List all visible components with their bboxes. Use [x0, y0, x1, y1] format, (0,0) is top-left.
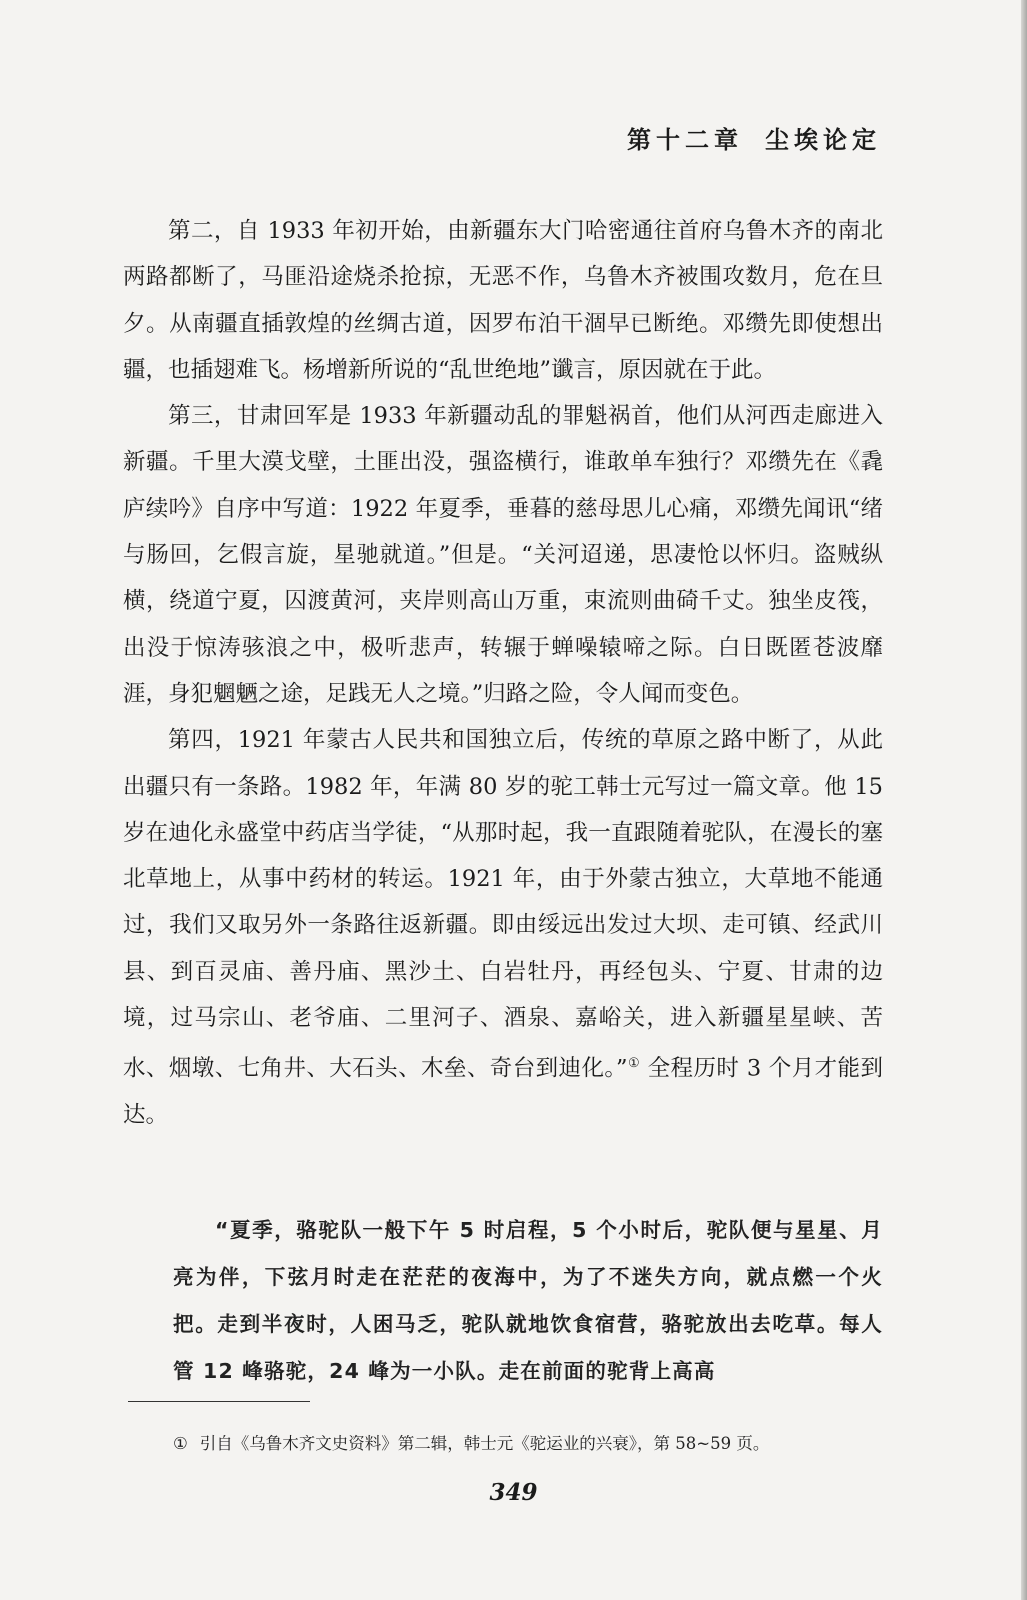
paragraph-second: 第二，自 1933 年初开始，由新疆东大门哈密通往首府乌鲁木齐的南北两路都断了，马匪沿途烧杀抢掠，无恶不作，乌鲁木齐被围攻数月，危在旦夕。从南疆直插敦煌的丝绸古道，因罗布泊干涸早已断绝。邓缵先即使想出疆，也插翅难飞。杨增新所说的“乱世绝地”谶言，原因就在于此。: [123, 218, 883, 383]
page-number: 349: [489, 1479, 538, 1506]
footnote-divider: [128, 1401, 310, 1402]
footnote-reference[interactable]: ①: [627, 1056, 641, 1072]
paragraph-third: 第三，甘肃回军是 1933 年新疆动乱的罪魁祸首，他们从河西走廊进入新疆。千里大漠戈壁，土匪出没，强盗横行，谁敢单车独行？邓缵先在《毳庐续吟》自序中写道：1922 年夏季，垂暮的慈母思儿心痛，邓缵先闻讯“绪与肠回，乞假言旋，星驰就道。”但是。“关河迢递，思凄怆以怀归。盗贼纵横，绕道宁夏，囚渡黄河，夹岸则高山万重，束流则曲碕千丈。独坐皮筏，出没于惊涛骇浪之中，极听悲声，转辗于蝉噪辕啼之际。白日既匿苍波靡涯，身犯魍魉之途，足践无人之境。”归路之险，令人闻而变色。: [123, 403, 883, 707]
chapter-number: 第十二章: [627, 125, 743, 154]
footnote-text: 引自《乌鲁木齐文史资料》第二辑，韩士元《驼运业的兴衰》，第 58~59 页。: [199, 1434, 770, 1453]
paragraph-fourth-tail: 全程历时 3 个月才能到达。: [123, 1055, 883, 1129]
body-text: [123, 208, 883, 1138]
footnote: [173, 1430, 769, 1454]
page-edge-shadow: [1021, 0, 1027, 1600]
paragraph-fourth: [123, 717, 883, 1138]
chapter-title: 尘埃论定: [765, 125, 881, 154]
footnote-mark: ①: [173, 1434, 188, 1453]
running-head: [627, 120, 881, 155]
paragraph-fourth-text: 第四，1921 年蒙古人民共和国独立后，传统的草原之路中断了，从此出疆只有一条路。1982 年，年满 80 岁的驼工韩士元写过一篇文章。他 15 岁在迪化永盛堂中药店当学徒，“从那时起，我一直跟随着驼队，在漫长的塞北草地上，从事中药材的转运。1921 年，由于外蒙古独立，大草地不能通过，我们又取另外一条路往返新疆。即由绥远出发过大坝、走可镇、经武川县、到百灵庙、善丹庙、黑沙土、白岩牡丹，再经包头、宁夏、甘肃的边境，过马宗山、老爷庙、二里河子、酒泉、嘉峪关，进入新疆星星峡、苦水、烟墩、七角井、大石头、木垒、奇台到迪化。”: [123, 727, 883, 1082]
block-quote: [173, 1207, 883, 1395]
quote-text: “夏季，骆驼队一般下午 5 时启程，5 个小时后，驼队便与星星、月亮为伴，下弦月时走在茫茫的夜海中，为了不迷失方向，就点燃一个火把。走到半夜时，人困马乏，驼队就地饮食宿营，骆驼放出去吃草。每人管 12 峰骆驼，24 峰为一小队。走在前面的驼背上高高: [173, 1218, 883, 1383]
